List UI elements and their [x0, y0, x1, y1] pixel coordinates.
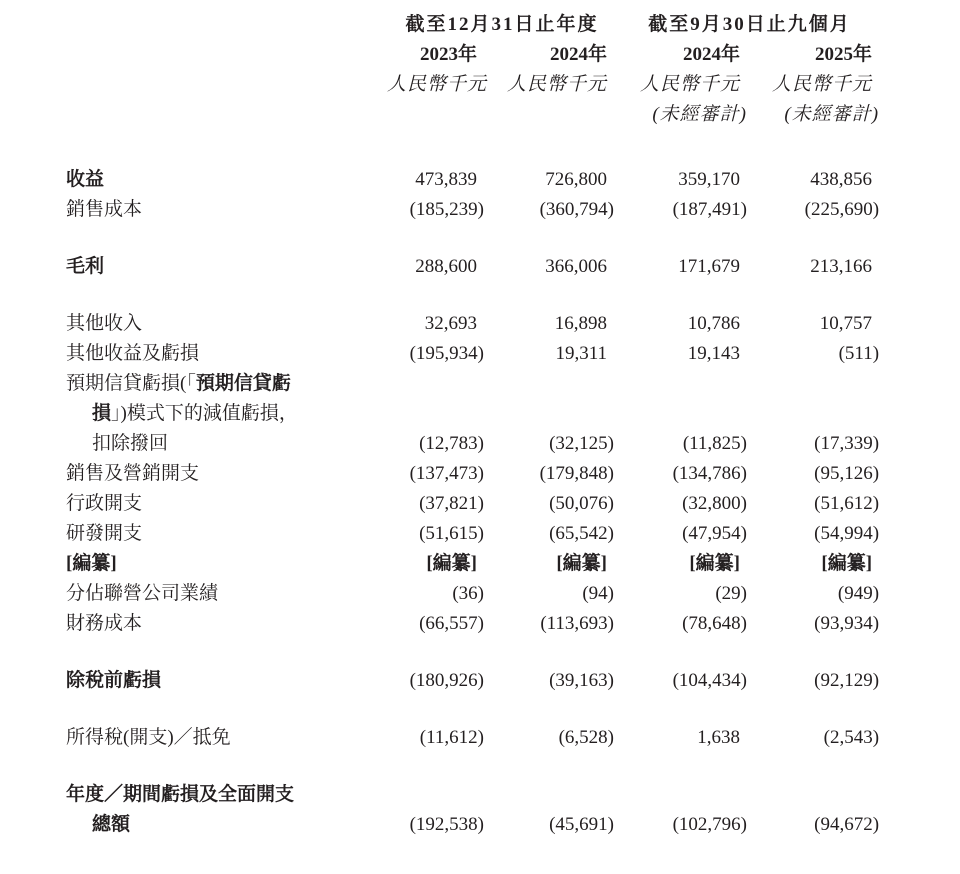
value-cell	[617, 780, 750, 810]
row-label-text: 銷售成本	[66, 199, 143, 220]
column-note-unaudited: (未經審計)	[652, 104, 748, 125]
row-label	[66, 429, 387, 459]
value-cell: (949)	[837, 583, 880, 604]
row-label-text: 其他收入	[66, 313, 143, 334]
value-cell: 288,600	[415, 256, 477, 277]
value-cell: 171,679	[678, 256, 741, 277]
value-cell: 473,839	[415, 169, 477, 190]
value-cell: (6,528)	[558, 727, 615, 748]
value-cell: 32,693	[424, 313, 477, 334]
column-unit: 人民幣千元	[640, 74, 741, 95]
value-cell: (102,796)	[672, 814, 748, 835]
table-row-selling-marketing-expenses	[66, 459, 882, 489]
table-row-other-gains-losses	[66, 339, 882, 369]
table-row-ecl-impairment	[66, 399, 882, 429]
value-cell: (11,612)	[419, 727, 484, 748]
table-row-cost-of-sales	[66, 195, 882, 225]
table-row-total-loss-comprehensive-expense	[66, 810, 882, 840]
row-label-text: 預期信貸虧	[195, 373, 291, 394]
row-label-text: 年度／期間虧損及全面開支	[66, 784, 295, 805]
table-row-loss-before-tax	[66, 666, 882, 696]
row-label	[66, 459, 387, 489]
table-body	[66, 165, 882, 840]
value-cell: (2,543)	[823, 727, 880, 748]
row-label	[66, 723, 387, 753]
column-group-nine-months: 截至9月30日止九個月	[648, 14, 851, 35]
column-unit: 人民幣千元	[507, 74, 608, 95]
value-cell: (51,612)	[814, 493, 880, 514]
row-label-text: 收益	[66, 169, 105, 190]
row-label	[66, 780, 387, 810]
row-label-text: 預期信貸虧損(「	[66, 373, 196, 394]
row-label-text: 銷售及營銷開支	[66, 463, 200, 484]
row-label-text: 扣除撥回	[92, 433, 169, 454]
value-cell: (37,821)	[419, 493, 484, 514]
value-cell: (113,693)	[540, 613, 615, 634]
audit-note-row	[66, 100, 882, 130]
value-cell: [編纂]	[689, 553, 741, 574]
table-row-finance-costs	[66, 609, 882, 639]
value-cell: (137,473)	[409, 463, 484, 484]
row-label	[66, 369, 387, 399]
value-cell: (134,786)	[672, 463, 748, 484]
table-row-ecl-impairment	[66, 429, 882, 459]
table-row-share-of-associates	[66, 579, 882, 609]
table-row-ecl-impairment	[66, 369, 882, 399]
column-note	[487, 100, 617, 130]
value-cell: (11,825)	[682, 433, 748, 454]
value-cell: (95,126)	[814, 463, 880, 484]
table-row-revenue	[66, 165, 882, 195]
column-year-2024-9m: 2024年	[683, 44, 741, 65]
row-spacer	[66, 696, 882, 723]
value-cell: (180,926)	[409, 670, 484, 691]
header-spacer-cell	[66, 70, 387, 100]
header-gap	[66, 130, 882, 165]
row-label	[66, 339, 387, 369]
row-label	[66, 309, 387, 339]
value-cell: (94)	[582, 583, 615, 604]
income-statement-table	[66, 10, 882, 840]
value-cell: (32,125)	[549, 433, 615, 454]
row-label-text: 除稅前虧損	[66, 670, 162, 691]
row-label	[66, 810, 387, 840]
row-label-text: [編纂]	[66, 553, 117, 574]
value-cell: 16,898	[554, 313, 608, 334]
column-note-unaudited: (未經審計)	[784, 104, 880, 125]
value-cell	[487, 369, 617, 399]
header-spacer-cell	[66, 10, 387, 40]
row-label	[66, 165, 387, 195]
value-cell: (50,076)	[549, 493, 615, 514]
value-cell: 19,311	[555, 343, 608, 364]
value-cell	[750, 369, 882, 399]
column-unit: 人民幣千元	[772, 74, 873, 95]
value-cell: (92,129)	[814, 670, 880, 691]
value-cell	[617, 399, 750, 429]
table-row-redacted	[66, 549, 882, 579]
value-cell: 10,786	[687, 313, 741, 334]
value-cell: (360,794)	[539, 199, 615, 220]
column-year-2023: 2023年	[419, 44, 477, 65]
row-label	[66, 399, 387, 429]
row-label-text: 財務成本	[66, 613, 143, 634]
row-label	[66, 489, 387, 519]
row-label-text: 總額	[92, 814, 131, 835]
row-label-text: 研發開支	[66, 523, 143, 544]
value-cell: (185,239)	[409, 199, 484, 220]
row-label-text: 其他收益及虧損	[66, 343, 200, 364]
row-label	[66, 195, 387, 225]
value-cell: 19,143	[687, 343, 741, 364]
table-row-other-income	[66, 309, 882, 339]
value-cell: (47,954)	[682, 523, 748, 544]
value-cell: (195,934)	[409, 343, 484, 364]
row-label	[66, 579, 387, 609]
value-cell: [編纂]	[821, 553, 873, 574]
row-label-text: 行政開支	[66, 493, 143, 514]
value-cell: [編纂]	[426, 553, 477, 574]
row-label-text: 毛利	[66, 256, 105, 277]
value-cell: (94,672)	[814, 814, 880, 835]
table-row-rd-expenses	[66, 519, 882, 549]
value-cell: (17,339)	[814, 433, 880, 454]
column-year-2024: 2024年	[550, 44, 608, 65]
value-cell: (225,690)	[804, 199, 880, 220]
value-cell: (179,848)	[539, 463, 615, 484]
value-cell	[750, 399, 882, 429]
value-cell	[387, 369, 487, 399]
value-cell: (51,615)	[419, 523, 484, 544]
row-label	[66, 609, 387, 639]
value-cell: 366,006	[545, 256, 608, 277]
value-cell: (65,542)	[549, 523, 615, 544]
value-cell: (104,434)	[672, 670, 748, 691]
row-label	[66, 519, 387, 549]
row-label	[66, 549, 387, 579]
value-cell: 10,757	[819, 313, 873, 334]
column-group-annual: 截至12月31日止年度	[405, 14, 599, 35]
value-cell: [編纂]	[556, 553, 608, 574]
value-cell: (36)	[452, 583, 484, 604]
value-cell	[387, 399, 487, 429]
value-cell: (39,163)	[549, 670, 615, 691]
row-label-text: 」)模式下的減值虧損，	[111, 403, 298, 424]
row-spacer	[66, 282, 882, 309]
row-spacer	[66, 639, 882, 666]
row-label-text: 分佔聯營公司業績	[66, 583, 219, 604]
value-cell: 1,638	[697, 727, 741, 748]
table-header	[66, 10, 882, 165]
table-row-income-tax	[66, 723, 882, 753]
value-cell: (45,691)	[549, 814, 615, 835]
value-cell: (93,934)	[814, 613, 880, 634]
row-spacer	[66, 753, 882, 780]
row-spacer	[66, 225, 882, 252]
year-row	[66, 40, 882, 70]
column-unit: 人民幣千元	[387, 74, 488, 95]
value-cell: (12,783)	[419, 433, 484, 454]
period-group-row	[66, 10, 882, 40]
value-cell: (78,648)	[682, 613, 748, 634]
table-row-administrative-expenses	[66, 489, 882, 519]
row-label	[66, 252, 387, 282]
header-spacer-cell	[66, 40, 387, 70]
value-cell	[487, 780, 617, 810]
unit-row	[66, 70, 882, 100]
row-label-text: 損	[92, 403, 112, 424]
column-year-2025-9m: 2025年	[815, 44, 873, 65]
value-cell: 726,800	[545, 169, 608, 190]
header-spacer-cell	[66, 100, 387, 130]
value-cell	[387, 780, 487, 810]
column-note	[387, 100, 487, 130]
value-cell: (32,800)	[682, 493, 748, 514]
value-cell: (511)	[838, 343, 880, 364]
value-cell: (66,557)	[419, 613, 484, 634]
value-cell: (187,491)	[672, 199, 748, 220]
value-cell: (54,994)	[814, 523, 880, 544]
table-row-gross-profit	[66, 252, 882, 282]
row-label-text: 所得稅(開支)／抵免	[66, 727, 231, 748]
value-cell: 438,856	[810, 169, 873, 190]
value-cell: 359,170	[678, 169, 741, 190]
value-cell: 213,166	[810, 256, 873, 277]
value-cell: (29)	[715, 583, 748, 604]
value-cell: (192,538)	[409, 814, 484, 835]
value-cell	[487, 399, 617, 429]
value-cell	[617, 369, 750, 399]
row-label	[66, 666, 387, 696]
table-row-total-loss-comprehensive-expense	[66, 780, 882, 810]
value-cell	[750, 780, 882, 810]
